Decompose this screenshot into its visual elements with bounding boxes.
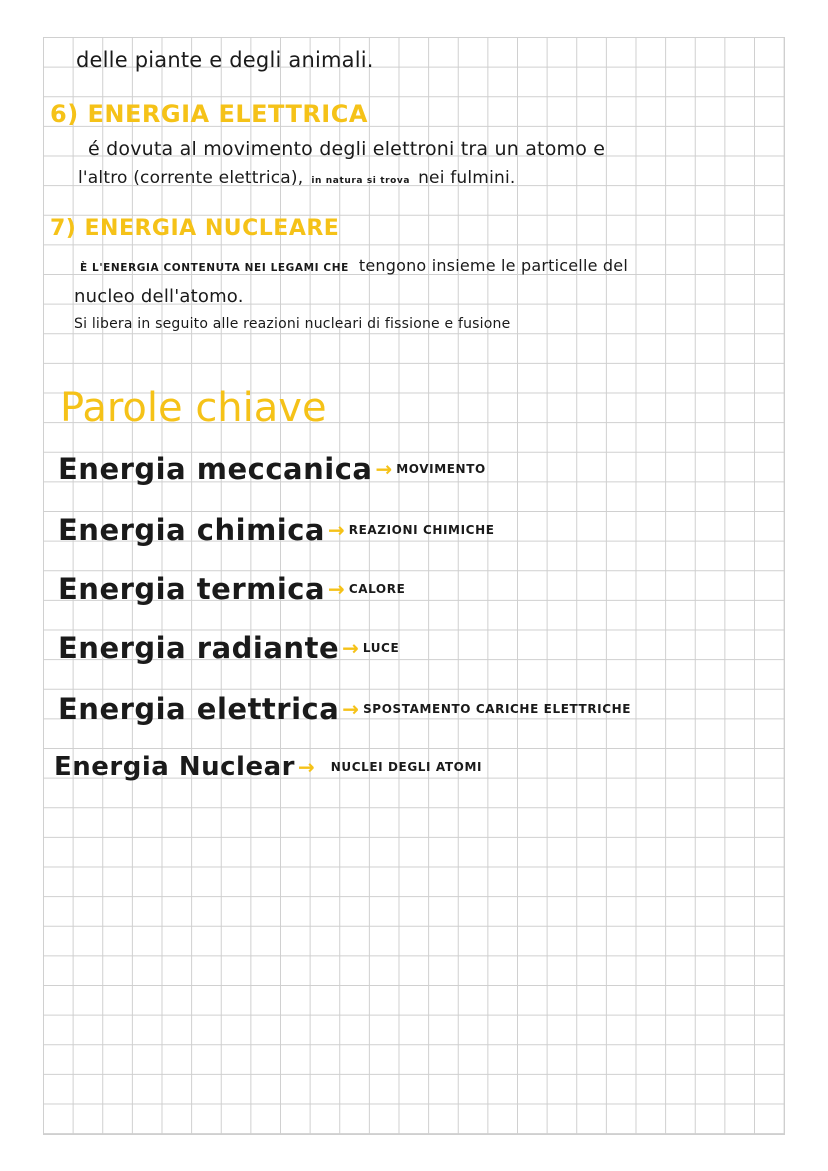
keyword-term: Energia Nuclear	[54, 752, 295, 782]
keyword-row	[58, 513, 495, 547]
section-7-line-1-part-a: È L'ENERGIA CONTENUTA NEI LEGAMI CHE	[80, 262, 349, 274]
intro-end-line: delle piante e degli animali.	[76, 48, 374, 72]
keyword-description: REAZIONI CHIMICHE	[348, 523, 495, 537]
section-6-line-1: é dovuta al movimento degli elettroni tra un atomo e	[88, 138, 606, 160]
arrow-right-icon: →	[342, 636, 359, 660]
section-7-line-1	[80, 256, 628, 275]
keyword-row	[58, 572, 405, 606]
arrow-right-icon: →	[342, 697, 360, 721]
section-6-line-2-part-a: l'altro (corrente elettrica),	[78, 168, 304, 188]
keyword-term: Energia elettrica	[58, 692, 340, 726]
keyword-description: LUCE	[362, 641, 400, 655]
keywords-title: Parole chiave	[60, 385, 327, 431]
keyword-row	[58, 692, 631, 726]
keyword-description: NUCLEI DEGLI ATOMI	[330, 760, 483, 774]
arrow-right-icon: →	[328, 518, 345, 542]
section-6-line-2	[78, 168, 516, 188]
keyword-term: Energia meccanica	[58, 452, 373, 486]
keyword-term: Energia chimica	[58, 513, 325, 547]
section-7-title: 7) ENERGIA NUCLEARE	[50, 216, 340, 241]
arrow-right-icon: →	[328, 577, 345, 601]
keyword-description: SPOSTAMENTO CARICHE ELETTRICHE	[363, 702, 632, 716]
keyword-description: CALORE	[348, 582, 406, 596]
section-6-line-2-part-b: in natura si trova	[311, 176, 411, 186]
keyword-term: Energia termica	[58, 572, 326, 606]
section-7-line-1-part-b: tengono insieme le particelle del	[358, 256, 628, 275]
keyword-row	[54, 752, 482, 782]
section-6-line-2-part-c: nei fulmini.	[418, 168, 516, 188]
arrow-right-icon: →	[297, 755, 315, 779]
arrow-right-icon: →	[375, 457, 393, 481]
keyword-row	[58, 631, 399, 665]
section-7-line-3: Si libera in seguito alle reazioni nucleari di fissione e fusione	[74, 316, 511, 332]
section-6-title: 6) ENERGIA ELETTRICA	[50, 100, 368, 128]
keyword-description: MOVIMENTO	[396, 462, 486, 476]
keyword-term: Energia radiante	[58, 631, 340, 665]
keyword-row	[58, 452, 486, 486]
section-7-line-2: nucleo dell'atomo.	[74, 286, 244, 307]
